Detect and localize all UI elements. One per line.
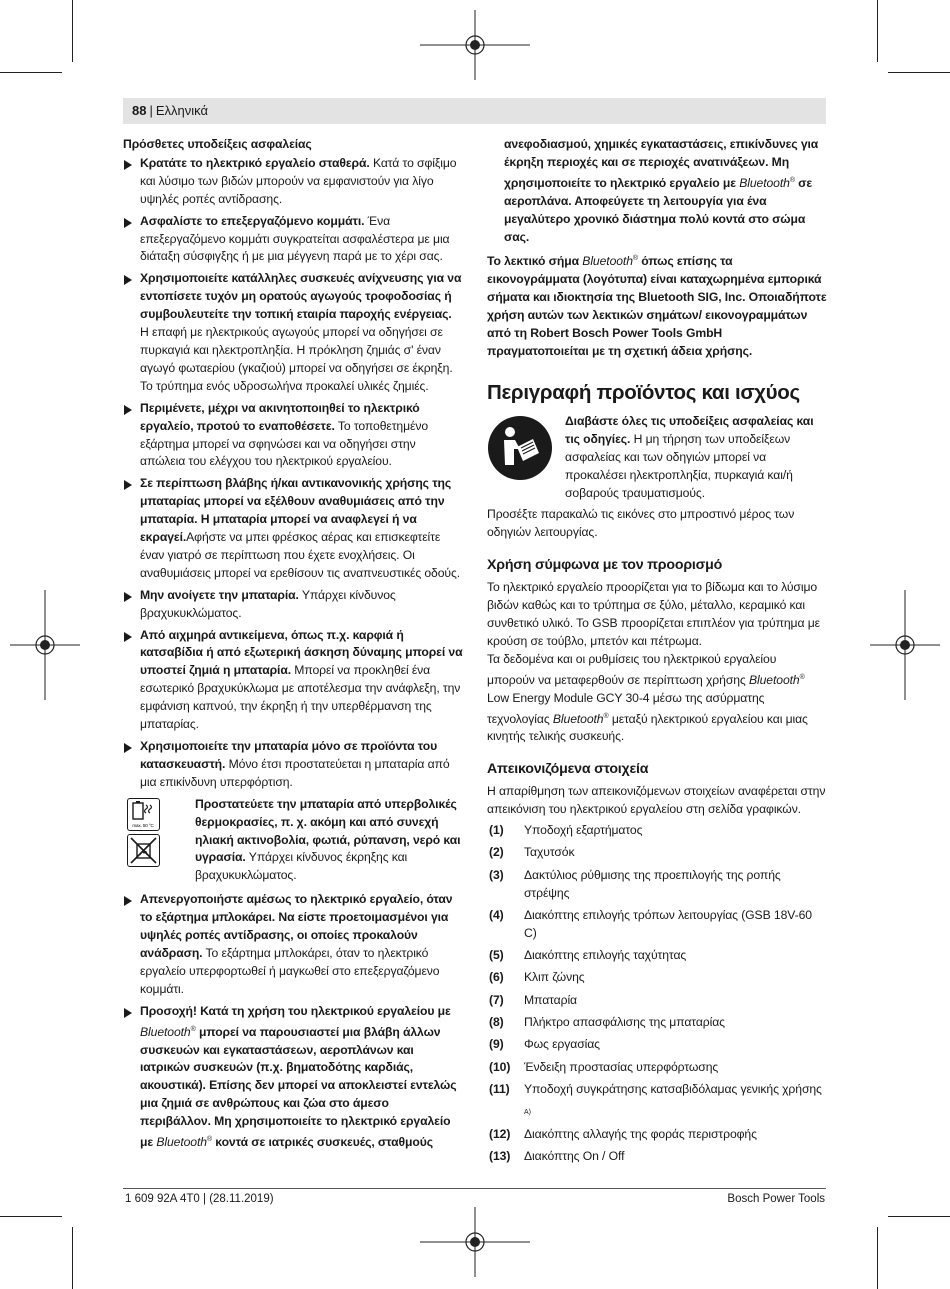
crop-mark [877, 1227, 878, 1289]
crop-mark [888, 1216, 950, 1217]
safety-bullet: Ασφαλίστε το επεξεργαζόμενο κομμάτι. Ένα επεξεργαζόμενο κομμάτι συγκρατείται ασφαλέστερα με μια διάταξη σύσφιγξης ή με μια μέγγενη παρά με το χέρι σας. [123, 213, 463, 267]
components-intro: Η απαρίθμηση των απεικονιζόμενων στοιχείων αναφέρεται στην απεικόνιση του ηλεκτρικού εργαλείου στη σελίδα γραφικών. [487, 784, 826, 817]
list-item: (2) Ταχυτσόκ [489, 845, 575, 860]
bullet-arrow-icon [124, 1008, 132, 1018]
footer-rule [123, 1188, 826, 1189]
left-column [123, 136, 463, 1156]
battery-temperature-note: max. 50 °C Προστατεύετε την μπαταρία από υπερβολικές θερμοκρασίες, π. χ. ακόμη και από συνεχή ηλιακή ακτινοβολία, φωτιά, ρύπανση, νερό και υγρασία. Υπάρχει κίνδυνος έκρηξης και βραχυκυκλώματος. [123, 796, 463, 886]
crop-mark [877, 0, 878, 62]
list-item: (9) Φως εργασίας [489, 1037, 600, 1052]
safety-bullet: Κρατάτε το ηλεκτρικό εργαλείο σταθερά. Κατά το σφίξιμο και λύσιμο των βιδών μπορούν να εμφανιστούν για λίγο υψηλές ροπές αντίδρασης. [123, 155, 463, 209]
page-number: 88 [132, 103, 147, 118]
list-item: (12) Διακόπτης αλλαγής της φοράς περιστροφής [489, 1127, 757, 1142]
safety-heading: Πρόσθετες υποδείξεις ασφαλείας [123, 137, 312, 151]
intended-use-text: Το ηλεκτρικό εργαλείο προορίζεται για το βίδωμα και το λύσιμο βιδών καθώς και το τρύπημα σε ξύλο, μέταλλο, κεραμικό και συνθετικό υλικό. Το GSB προορίζεται επιπλέον για τρύπημα με κρούση σε τούβλο, μπετόν και πέτρωμα. [487, 580, 820, 648]
bullet-arrow-icon [124, 480, 132, 490]
header-language: Ελληνικά [155, 103, 209, 118]
bullet-arrow-icon [124, 632, 132, 642]
intended-use-bluetooth-text: Τα δεδομένα και οι ρυθμίσεις του ηλεκτρικού εργαλείου μπορούν να μεταφερθούν σε περίπτωση χρήσης Bluetooth® Low Energy Module GCY 30-4 μέσω της ασύρματης τεχνολογίας Bluetooth® μεταξύ ηλεκτρικού εργαλείου και μιας κινητής τελικής συσκευής. [487, 651, 808, 744]
right-column [487, 136, 827, 1171]
intended-use-title: Χρήση σύμφωνα με τον προορισμό [487, 557, 723, 574]
components-title: Απεικονιζόμενα στοιχεία [487, 761, 649, 778]
header-separator: | [149, 103, 153, 118]
list-item: (11) Υποδοχή συγκράτησης κατσαβιδόλαμας γενικής χρήσης $_{A)}$ [489, 1081, 822, 1116]
bullet-arrow-icon [124, 743, 132, 753]
section-title: Περιγραφή προϊόντος και ισχύος [487, 380, 800, 404]
registration-mark-left [10, 590, 80, 700]
list-item: (1) Υποδοχή εξαρτήματος [489, 823, 643, 838]
footer-doc-id: 1 609 92A 4T0 | (28.11.2019) [125, 1193, 274, 1205]
bullet-arrow-icon [124, 592, 132, 602]
registration-mark-right [870, 590, 940, 700]
list-item: (8) Πλήκτρο απασφάλισης της μπαταρίας [489, 1015, 725, 1030]
battery-temperature-icon [127, 798, 160, 831]
list-item: (4) Διακόπτης επιλογής τρόπων λειτουργίας (GSB 18V-60 C) [489, 907, 812, 940]
safety-bullet: Χρησιμοποιείτε την μπαταρία μόνο σε προϊόντα του κατασκευαστή. Μόνο έτσι προστατεύεται η μπαταρία από μια επικίνδυνη υπερφόρτιση. [123, 738, 463, 792]
trademark-note: Το λεκτικό σήμα Bluetooth® όπως επίσης τα εικονογράμματα (λογότυπα) είναι καταχωρημένα εμπορικά σήματα και ιδιοκτησία της Bluetooth SIG, Inc. Οποιαδήποτε χρήση αυτών των λεκτικών σημάτων/ εικονογραμμάτων από τη Robert Bosch Power Tools GmbH πραγματοποιείται με τη σχετική άδεια χρήσης. [487, 254, 827, 358]
figures-note: Προσέξτε παρακαλώ τις εικόνες στο μπροστινό μέρος των οδηγιών λειτουργίας. [487, 507, 795, 540]
header-bar [123, 98, 826, 124]
bluetooth-warning-bullet: Προσοχή! Κατά τη χρήση του ηλεκτρικού εργαλείου με Bluetooth® μπορεί να παρουσιαστεί μια βλάβη άλλων συσκευών και εγκαταστάσεων, αεροπλάνων και ιατρικών συσκευών (π.χ. βηματοδότης καρδιάς, ακουστικά). Επίσης δεν μπορεί να αποκλειστεί εντελώς μια ζημιά σε ανθρώπους και ζώα στο άμεσο περιβάλλον. Μη χρησιμοποιείτε το ηλεκτρικό εργαλείο με Bluetooth® κοντά σε ιατρικές συσκευές, σταθμούς [123, 1003, 463, 1152]
read-instructions-warning: Διαβάστε όλες τις υποδείξεις ασφαλείας και τις οδηγίες. Η μη τήρηση των υποδείξεων ασφαλείας και των οδηγιών μπορεί να προκαλέσει ηλεκτροπληξία, πυρκαγιά και/ή σοβαρούς τραυματισμούς. [487, 413, 827, 503]
safety-bullet: Χρησιμοποιείτε κατάλληλες συσκευές ανίχνευσης για να εντοπίσετε τυχόν μη ορατούς αγωγούς τροφοδοσίας ή συμβουλευτείτε την τοπική εταιρία παροχής ενέργειας. Η επαφή με ηλεκτρικούς αγωγούς μπορεί να οδηγήσει σε πυρκαγιά και ηλεκτροπληξία. Η πρόκληση ζημιάς σ' έναν αγωγό φωταερίου (γκαζιού) μπορεί να οδηγήσει σε έκρηξη. Το τρύπημα ενός υδροσωλήνα προκαλεί υλικές ζημιές. [123, 270, 463, 395]
symbol-label: max. 50 °C [132, 822, 154, 828]
bullet-arrow-icon [124, 405, 132, 415]
list-item: (6) Κλιπ ζώνης [489, 970, 585, 985]
registration-mark-top [420, 10, 530, 80]
battery-no-fire-water-icon [127, 834, 160, 867]
safety-bullet: Σε περίπτωση βλάβης ή/και αντικανονικής χρήσης της μπαταρίας μπορεί να εξέλθουν αναθυμιάσεις από την μπαταρία. Η μπαταρία μπορεί να αναφλεγεί ή να εκραγεί.Αφήστε να μπει φρέσκος αέρας και επισκεφτείτε έναν γιατρό σε περίπτωση που έχετε ενοχλήσεις. Οι αναθυμιάσεις μπορεί να ερεθίσουν τις αναπνευστικές οδούς. [123, 475, 463, 582]
read-manual-icon [487, 415, 553, 481]
bullet-arrow-icon [124, 896, 132, 906]
page-header [132, 103, 208, 118]
bluetooth-warning-continued: ανεφοδιασμού, χημικές εγκαταστάσεις, επικίνδυνες για έκρηξη περιοχές και σε περιοχές ανατινάξεων. Μη χρησιμοποιείτε το ηλεκτρικό εργαλείο με Bluetooth® σε αεροπλάνα. Αποφεύγετε τη λειτουργία για ένα μεγαλύτερο χρονικό διάστημα πολύ κοντά στο σώμα σας. [504, 137, 819, 244]
footer-brand: Bosch Power Tools [727, 1193, 825, 1205]
list-item: (10) Ένδειξη προστασίας υπερφόρτωσης [489, 1059, 719, 1074]
list-item: (7) Μπαταρία [489, 992, 578, 1007]
bullet-arrow-icon [124, 218, 132, 228]
list-item: (3) Δακτύλιος ρύθμισης της προεπιλογής της ροπής στρέψης [489, 867, 781, 900]
safety-bullet: Από αιχμηρά αντικείμενα, όπως π.χ. καρφιά ή κατσαβίδια ή από εξωτερική άσκηση δύναμης μπορεί να υποστεί ζημιά η μπαταρία. Μπορεί να προκληθεί ένα εσωτερικό βραχυκύκλωμα με αποτέλεσμα την ανάφλεξη, την εμφάνιση καπνού, την έκρηξη ή την υπερθέρμανση της μπαταρίας. [123, 627, 463, 734]
crop-mark [0, 1216, 62, 1217]
list-item: (5) Διακόπτης επιλογής ταχύτητας [489, 948, 687, 963]
safety-bullet: Απενεργοποιήστε αμέσως το ηλεκτρικό εργαλείο, όταν το εξάρτημα μπλοκάρει. Να είστε προετοιμασμένοι για υψηλές ροπές αντίδρασης, οι οποίες προκαλούν ανάδραση. Το εξάρτημα μπλοκάρει, όταν το ηλεκτρικό εργαλείο υπερφορτωθεί ή μαγκωθεί στο επεξεργαζόμενο κομμάτι. [123, 891, 463, 998]
safety-bullet: Μην ανοίγετε την μπαταρία. Υπάρχει κίνδυνος βραχυκυκλώματος. [123, 587, 463, 623]
bullet-arrow-icon [124, 275, 132, 285]
safety-bullet: Περιμένετε, μέχρι να ακινητοποιηθεί το ηλεκτρικό εργαλείο, προτού το εναποθέσετε. Το τοποθετημένο εξάρτημα μπορεί να σφηνώσει και να οδηγήσει στην απώλεια του ελέγχου του ηλεκτρικού εργαλείου. [123, 400, 463, 472]
list-item: (13) Διακόπτης On / Off [489, 1149, 625, 1164]
crop-mark [72, 0, 73, 62]
components-list [487, 822, 827, 1166]
registration-mark-bottom [420, 1207, 530, 1277]
crop-mark [888, 72, 950, 73]
bullet-arrow-icon [124, 160, 132, 170]
crop-mark [72, 1227, 73, 1289]
crop-mark [0, 72, 62, 73]
